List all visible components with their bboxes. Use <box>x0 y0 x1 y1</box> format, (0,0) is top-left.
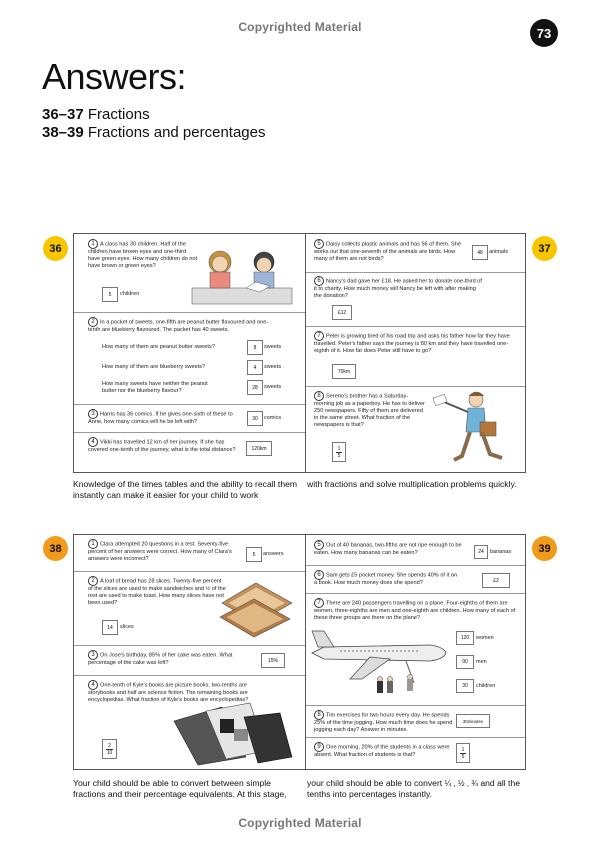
question-text: 1 Clara attempted 20 questions in a test. Seventy-five percent of her answers were correct. How many of Clara's answers were incorrect? <box>88 540 232 562</box>
question-number: 2 <box>88 317 98 327</box>
answer-box-fraction <box>456 743 470 763</box>
answer-unit: bananas <box>490 549 512 555</box>
answer-unit: children <box>476 683 496 689</box>
page-title: Answers: <box>42 56 187 97</box>
question-9 <box>306 737 525 769</box>
fraction-numerator: 2 <box>108 742 111 749</box>
answer-unit: children <box>120 291 140 297</box>
question-text: 8 Sereno's brother has a Saturday-morning job as a paperboy. He has to deliver 250 newspapers. Fifty of them are delivered in the same street. What fraction of the newspapers is that? <box>314 392 425 428</box>
answer-box: 24 <box>474 545 488 559</box>
question-number: 2 <box>88 576 98 586</box>
question-text: 9 One morning, 20% of the students in a class were absent. What fraction of students is that? <box>314 743 450 758</box>
right-column <box>306 535 525 769</box>
answer-unit: sweets <box>264 364 282 370</box>
question-7 <box>306 326 525 387</box>
page-number: 73 <box>530 19 558 47</box>
question-number: 3 <box>88 409 98 419</box>
question-number: 5 <box>314 239 324 249</box>
subtitle-label: Fractions and percentages <box>87 124 266 141</box>
fraction-denominator: 10 <box>106 749 113 756</box>
question-5 <box>306 535 525 566</box>
answer-box: 5 <box>102 287 118 302</box>
question-text: 5 Daisy collects plastic animals and has 56 of them. She works out that one-seventh of the animals are birds. How many of them are not birds? <box>314 240 461 262</box>
right-column <box>306 234 525 472</box>
question-text: 7 There are 240 passengers travelling on a plane. Four-eighths of them are women, three-eighths are men and one-eighth are children. How many of each of these three groups are there on the plane? <box>314 599 516 621</box>
question-3 <box>74 645 305 676</box>
answer-box-fraction <box>102 739 117 759</box>
fraction-denominator: 5 <box>461 753 465 760</box>
page-badge-38: 38 <box>43 536 68 561</box>
answer-unit: answers <box>263 551 284 557</box>
answer-box: 30 <box>247 411 263 426</box>
subtitle-fractions <box>42 106 150 123</box>
caption-text: and all the tenths into percentages instantly. <box>307 778 521 799</box>
question-number: 7 <box>314 331 324 341</box>
question-part-c: How many sweets have neither the peanut butter nor the blueberry flavour? <box>102 381 208 394</box>
question-text: 3 Harris has 36 comics. If he gives one-sixth of these to Anne, how many comics will he be left with? <box>88 410 233 425</box>
answer-unit: sweets <box>264 384 282 390</box>
caption-text: your child should be able to convert <box>307 778 443 788</box>
caption-spread2-right <box>307 778 532 800</box>
answer-box: 14 <box>102 620 118 635</box>
answer-box: £12 <box>332 305 352 320</box>
question-number: 4 <box>88 680 98 690</box>
answer-box-fraction <box>332 442 346 462</box>
question-text: 5 Out of 40 bananas, two-fifths are not ripe enough to be eaten. How many bananas can be eaten? <box>314 541 462 556</box>
answer-box: 120km <box>246 441 272 456</box>
question-8 <box>306 705 525 738</box>
caption-spread2-left: Your child should be able to convert between simple fractions and their percentage equivalents. At this stage, <box>73 778 287 799</box>
answer-unit: animals <box>489 249 508 255</box>
subtitle-percentages <box>42 124 266 141</box>
question-number: 6 <box>314 570 324 580</box>
question-text: 2 A loaf of bread has 28 slices. Twenty-five percent of the slices are used to make sandwiches and ½ of the rest are used to make toast. How many slices have not been used? <box>88 577 226 606</box>
bread-slices-illustration <box>216 577 298 641</box>
question-2 <box>74 571 305 646</box>
question-text: 6 Nancy's dad gave her £18. He asked her to donate one-third of it to charity. How much money will Nancy be left with after making the donation? <box>314 277 482 299</box>
question-number: 3 <box>88 650 98 660</box>
left-column <box>74 234 305 472</box>
answer-unit: men <box>476 659 487 665</box>
question-text: 1 A class has 30 children. Half of the children have brown eyes and one-third have green eyes. How many children do not have brown or green eyes? <box>88 240 198 269</box>
answer-unit: slices <box>120 624 134 630</box>
question-number: 8 <box>314 391 324 401</box>
page-badge-37: 37 <box>532 236 557 261</box>
question-1 <box>74 535 305 572</box>
question-2 <box>74 312 305 405</box>
question-8 <box>306 386 525 472</box>
airplane-illustration <box>310 623 450 703</box>
question-text: 8 Tim exercises for two hours every day. He spends 25% of the time jogging. How much time does he spend jogging each day? Answer in minutes. <box>314 711 453 733</box>
fraction-denominator: 5 <box>337 452 341 459</box>
subtitle-pages: 36–37 <box>42 106 84 123</box>
subtitle-pages: 38–39 <box>42 124 84 141</box>
answer-box: 70km <box>332 364 356 379</box>
watermark-bottom: Copyrighted Material <box>238 816 362 830</box>
question-5 <box>306 234 525 273</box>
answer-box: £2 <box>482 573 510 588</box>
question-text: 7 Peter is growing tired of his road trip and asks his father how far they have travelled. Peter's father says the journey is 80 km and they have travelled one-eighth of it. How far does Peter still have to go? <box>314 332 510 354</box>
question-part-b: How many of them are blueberry sweets? <box>102 364 206 370</box>
question-number: 6 <box>314 276 324 286</box>
children-reading-illustration <box>186 242 298 308</box>
answer-box: 8 <box>247 340 263 355</box>
question-number: 7 <box>314 598 324 608</box>
caption-spread1-left: Knowledge of the times tables and the ability to recall them instantly can make it easier for your child to work <box>73 479 298 500</box>
left-column <box>74 535 305 769</box>
answer-box: 90 <box>456 655 474 669</box>
books-illustration <box>170 701 294 767</box>
question-number: 1 <box>88 539 98 549</box>
fraction-numerator: 1 <box>337 445 341 452</box>
answer-panel-38-39 <box>73 534 526 770</box>
page-badge-39: 39 <box>532 536 557 561</box>
answer-box: 28 <box>247 380 263 395</box>
question-text: 2 In a pocket of sweets, one-fifth are peanut butter flavoured and one-tenth are blueberry flavoured. The packet has 40 sweets. <box>88 318 269 333</box>
question-text: 6 Sam gets £5 pocket money. She spends 40% of it on a book. How much money does she spend? <box>314 571 458 586</box>
answer-panel-36-37 <box>73 233 526 473</box>
watermark-top: Copyrighted Material <box>238 20 362 34</box>
question-4 <box>74 432 305 472</box>
question-6 <box>306 565 525 594</box>
question-number: 5 <box>314 540 324 550</box>
answer-unit: comics <box>264 415 282 421</box>
answer-box: 120 <box>456 631 474 645</box>
caption-spread1-right: with fractions and solve multiplication problems quickly. <box>307 479 517 489</box>
question-text: 4 One-tenth of Kyle's books are picture books, two-tenths are storybooks and half are science fiction. The remaining books are encyclopedias. What fraction of Kyle's books are encyclopedias? <box>88 681 249 703</box>
question-number: 1 <box>88 239 98 249</box>
question-1 <box>74 234 305 313</box>
answer-box: 15% <box>261 653 285 668</box>
answer-unit: women <box>476 635 494 641</box>
caption-fractions: ¼ , ½ , ¾ <box>444 779 478 788</box>
answer-box: 48 <box>472 245 488 260</box>
question-number: 4 <box>88 437 98 447</box>
answer-box: 30minutes <box>456 714 490 728</box>
question-7 <box>306 593 525 706</box>
question-part-a: How many of them are peanut butter sweets? <box>102 344 215 350</box>
paperboy-illustration <box>424 386 524 470</box>
answer-box: 30 <box>456 679 474 693</box>
question-text: 4 Vikki has travelled 12 km of her journey. If she has covered one-tenth of the journey, what is the total distance? <box>88 438 236 453</box>
fraction-numerator: 1 <box>461 746 465 753</box>
question-4 <box>74 675 305 769</box>
answer-box: 5 <box>246 547 262 562</box>
answer-box: 4 <box>247 360 263 375</box>
question-3 <box>74 404 305 433</box>
question-number: 9 <box>314 742 324 752</box>
page-badge-36: 36 <box>43 236 68 261</box>
question-text: 3 On Jose's birthday, 85% of her cake was eaten. What percentage of the cake was left? <box>88 651 233 666</box>
subtitle-label: Fractions <box>87 106 150 123</box>
question-number: 8 <box>314 710 324 720</box>
answer-unit: sweets <box>264 344 282 350</box>
question-6 <box>306 272 525 327</box>
